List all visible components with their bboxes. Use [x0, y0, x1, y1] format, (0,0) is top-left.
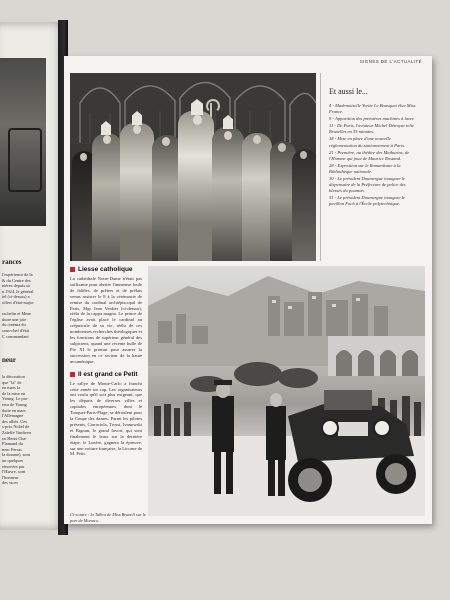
face	[224, 131, 232, 140]
figure	[292, 149, 316, 261]
sidebar-also	[320, 73, 425, 261]
face	[300, 151, 307, 159]
face	[162, 137, 170, 146]
sidebar-item: 18 - Mise en place d'une nouvelle réglementation du stationnement à Paris.	[329, 136, 406, 148]
left-page-photo	[0, 58, 46, 226]
crozier-crook	[206, 99, 220, 113]
sidebar-item: 28 - Exposition sur le Romantisme à la Bibliothèque nationale.	[329, 162, 401, 174]
figure	[92, 133, 122, 261]
section-title-2: Il est grand ce Petit	[78, 370, 138, 378]
right-page	[64, 56, 432, 524]
figure	[212, 127, 244, 261]
sidebar-item: 11 - De Paris, l'aviateur Michel Détroyat relie Bruxelles en 55 minutes.	[329, 123, 415, 135]
section-heading	[70, 266, 142, 273]
section-title-1: Liesse catholique	[78, 266, 133, 273]
face	[253, 135, 261, 144]
figure-cardinal	[178, 111, 214, 261]
face	[80, 153, 87, 161]
sidebar-item: 4 - Mademoiselle Yvette Le Bousquet élue Miss France.	[329, 103, 416, 115]
face	[193, 115, 202, 125]
figure	[120, 123, 154, 261]
left-page-text-1: l'expérience de la & du Centre des nières depuis sa n 1924, le général tel (ci-dessus) a offert d'état-major rachelin et Mme duire une joie du cinéma du sous-chef d'état C commandant	[2, 272, 34, 339]
article-column	[70, 266, 142, 516]
page-header: SIGNES DE L'ACTUALITÉ	[359, 59, 422, 64]
section-body-1: La cathédrale Notre-Dame n'était pas suffisante pour abriter l'immense foule de fidèles, de prêtres et de prélats venus assister le 8 à la cérémonie de remise du cardinal archiépiscopal de Paris, Mgr Jean Verdier (ci-dessus), réélu de la cappa magna. Le prince de l'église avait placé le cardinal au crépuscule de sa vie, réélu de ces nombreuses recherches théologiques et les fonctions de supérieur général des sulpiciens, quand une récente bulle de Pie XI le promut pour assurer la succession en ce secteur de la haute œcuménique.	[70, 276, 142, 364]
figure	[242, 133, 272, 261]
section-body-2: Le rallye de Monte-Carlo a franchi cette année un cap. Les organisateurs ont voulu qu'il soit plus exigeant, que les départs de diverses villes et capitales européennes, dont le Touquet-Paris-Plage, se déroulent pour la Coupe des dames, Parmi les pilotes présents, Carraciola, Trossi, Ivanowski et Bignan, le grand favori, qui sont finalement le leurs sur la dernière étape, le Lozère, gagnera la épreuve, sur une voiture française, la Licorne de M. Petit.	[70, 380, 142, 457]
photo-caption: Ci-contre : la Talbot de Miss Brunell sur le port de Monaco.	[70, 512, 146, 523]
section-heading	[70, 371, 142, 378]
sidebar-item: 21 - Première, au théâtre des Mathurins, de l'Homme qui joue de Maurice Rostand.	[329, 149, 410, 161]
face	[133, 125, 141, 134]
left-page	[0, 22, 66, 530]
sidebar-list	[329, 103, 419, 209]
left-page-heading-1: rances	[2, 258, 22, 266]
ceremony-photo	[70, 73, 316, 261]
left-page-text-2: la décoration que "la" de en mars la de la mise en Young. Le pro- reur de Young duite en mars l'Allemagne des alliés. Ces s-prix Nobel de Zaleffe Tardiveu en Henri Cha- Flamand du neur Ferras la douane), sont un quelques rénovées par l'Œuvre, sont l'honneur des vices	[2, 374, 32, 486]
sidebar-item: 31 - Le président Doumergue inaugure le pavillon Foch à l'École polytechnique.	[329, 195, 405, 207]
sidebar-title: Et aussi le...	[329, 87, 368, 96]
sidebar-item: 9 - Apparition des premières machines à laver.	[329, 116, 415, 122]
red-square-icon	[70, 372, 75, 377]
monaco-scene	[148, 266, 425, 516]
red-square-icon	[70, 267, 75, 272]
left-page-heading-2: neur	[2, 356, 16, 364]
sidebar-item: 30 - Le président Doumergue inaugure le dispensaire de la Préfecture de police des blessés du poumon.	[329, 176, 406, 194]
face	[278, 143, 286, 152]
face	[103, 135, 111, 144]
monaco-car-photo	[148, 266, 425, 516]
